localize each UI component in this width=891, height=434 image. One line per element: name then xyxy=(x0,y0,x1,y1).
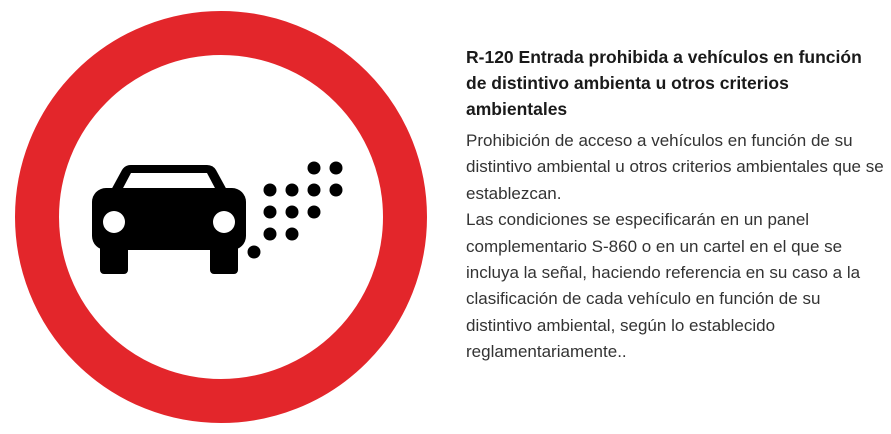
sign-description xyxy=(466,128,884,366)
sign-title: R-120 Entrada prohibida a vehículos en función de distintivo ambienta u otros criterios ambientales xyxy=(466,47,862,119)
sign-description-panel xyxy=(466,44,884,366)
description-paragraph-1: Prohibición de acceso a vehículos en función de su distintivo ambiental u otros criterios ambientales que se establezcan. xyxy=(466,131,884,203)
description-paragraph-2: Las condiciones se especificarán en un panel complementario S-860 o en un cartel en el que se incluya la señal, haciendo referencia en su caso a la clasificación de cada vehículo en función de su distintivo ambiental, según lo establecido reglamentariamente.. xyxy=(466,210,861,362)
